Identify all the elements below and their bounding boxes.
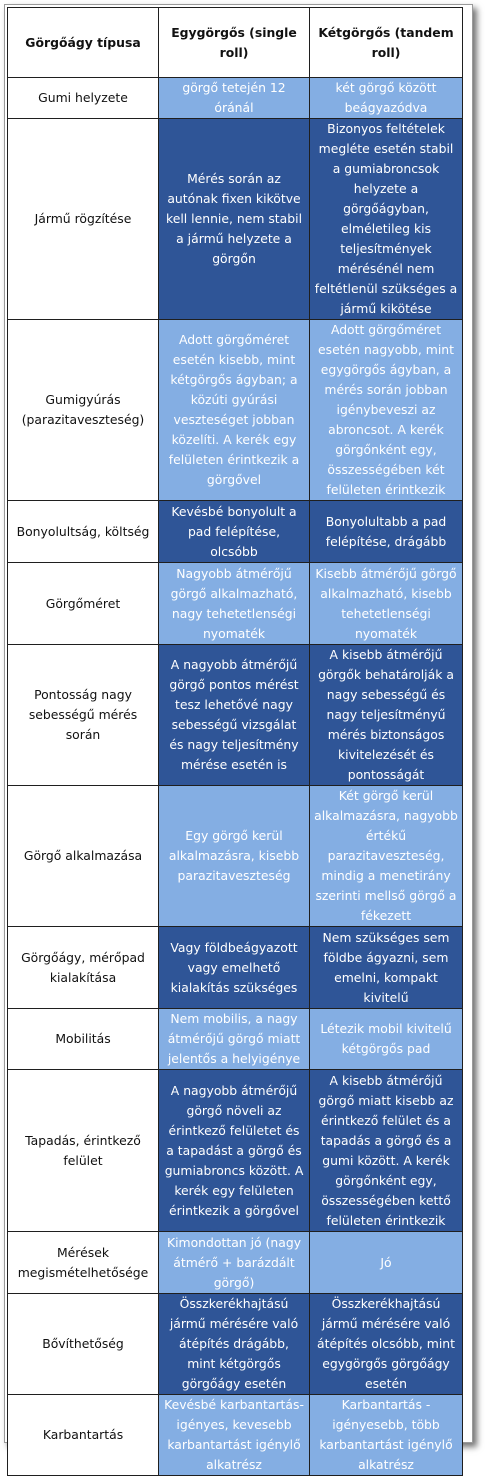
table-row <box>8 1294 463 1395</box>
row-label: Bővíthetőség <box>8 1294 159 1395</box>
single-roll-cell: Nem mobilis, a nagy átmérőjű görgő miatt jelentős a helyigénye <box>159 1009 310 1070</box>
row-label: Jármű rögzítése <box>8 119 159 320</box>
single-roll-cell: Adott görgőméret esetén kisebb, mint kétgörgős ágyban; a közúti gyúrási veszteséget jobban közelíti. A kerék egy felületen érintkezik a görgővel <box>159 320 310 501</box>
tandem-roll-cell: A kisebb átmérőjű görgők behatárolják a nagy sebességű és nagy teljesítményű mérés biztonságos kivitelezését és pontosságát <box>310 645 463 786</box>
table-row <box>8 563 463 645</box>
table-row <box>8 78 463 119</box>
row-label: Görgőágy, mérőpad kialakítása <box>8 927 159 1009</box>
tandem-roll-cell: Jó <box>310 1232 463 1294</box>
header-row <box>8 8 463 78</box>
tandem-roll-cell: Adott görgőméret esetén nagyobb, mint egygörgős ágyban, a mérés során jobban igénybeveszi az abroncsot. A kerék görgőnként egy, összességében két felületen érintkezik <box>310 320 463 501</box>
table-row <box>8 1070 463 1232</box>
table-row <box>8 1395 463 1476</box>
row-label: Bonyolultság, költség <box>8 501 159 563</box>
row-label: Mobilitás <box>8 1009 159 1070</box>
single-roll-cell: Kimondottan jó (nagy átmérő + barázdált görgő) <box>159 1232 310 1294</box>
table-row <box>8 119 463 320</box>
table-row <box>8 1232 463 1294</box>
row-label: Gumi helyzete <box>8 78 159 119</box>
single-roll-cell: Egy görgő kerül alkalmazásra, kisebb parazitaveszteség <box>159 786 310 927</box>
single-roll-cell: Vagy földbeágyazott vagy emelhető kialakítás szükséges <box>159 927 310 1009</box>
table-row <box>8 645 463 786</box>
tandem-roll-cell: Létezik mobil kivitelű kétgörgős pad <box>310 1009 463 1070</box>
single-roll-cell: Kevésbé bonyolult a pad felépítése, olcsóbb <box>159 501 310 563</box>
tandem-roll-cell: Bizonyos feltételek megléte esetén stabil a gumiabroncsok helyzete a görgőágyban, elméletileg kis teljesítmények mérésénél nem feltétlenül szükséges a jármű kikötése <box>310 119 463 320</box>
single-roll-cell: A nagyobb átmérőjű görgő növeli az érintkező felületet és a tapadást a görgő és gumiabroncs között. A kerék egy felületen érintkezik a görgővel <box>159 1070 310 1232</box>
header-single-roll: Egygörgős (single roll) <box>159 8 310 78</box>
table-row <box>8 927 463 1009</box>
tandem-roll-cell: Összkerékhajtású jármű mérésére való átépítés olcsóbb, mint egygörgős görgőágy esetén <box>310 1294 463 1395</box>
row-label: Görgő alkalmazása <box>8 786 159 927</box>
table-row <box>8 320 463 501</box>
row-label: Pontosság nagy sebességű mérés során <box>8 645 159 786</box>
row-label: Gumigyúrás (parazitaveszteség) <box>8 320 159 501</box>
header-type: Görgőágy típusa <box>8 8 159 78</box>
single-roll-cell: Mérés során az autónak fixen kikötve kell lennie, nem stabil a jármű helyzete a görgőn <box>159 119 310 320</box>
single-roll-cell: Összkerékhajtású jármű mérésére való átépítés drágább, mint kétgörgős görgőágy esetén <box>159 1294 310 1395</box>
header-tandem-roll: Kétgörgős (tandem roll) <box>310 8 463 78</box>
single-roll-cell: A nagyobb átmérőjű görgő pontos mérést tesz lehetővé nagy sebességű vizsgálat és nagy teljesítmény mérése esetén is <box>159 645 310 786</box>
single-roll-cell: Kevésbé karbantartás-igényes, kevesebb karbantartást igénylő alkatrész <box>159 1395 310 1476</box>
tandem-roll-cell: Nem szükséges sem földbe ágyazni, sem emelni, kompakt kivitelű <box>310 927 463 1009</box>
tandem-roll-cell: két görgő között beágyazódva <box>310 78 463 119</box>
tandem-roll-cell: Bonyolultabb a pad felépítése, drágább <box>310 501 463 563</box>
tandem-roll-cell: A kisebb átmérőjű görgő miatt kisebb az érintkező felület és a tapadás a görgő és a gumi között. A kerék görgőnként egy, összességében kettő felületen érintkezik <box>310 1070 463 1232</box>
tandem-roll-cell: Két görgő kerül alkalmazásra, nagyobb értékű parazitaveszteség, mindig a menetirány szerinti mellső görgő a fékezett <box>310 786 463 927</box>
row-label: Mérések megismételhetősége <box>8 1232 159 1294</box>
table-row <box>8 1009 463 1070</box>
table-row <box>8 786 463 927</box>
comparison-table <box>7 7 463 1476</box>
tandem-roll-cell: Kisebb átmérőjű görgő alkalmazható, kisebb tehetetlenségi nyomaték <box>310 563 463 645</box>
row-label: Karbantartás <box>8 1395 159 1476</box>
row-label: Görgőméret <box>8 563 159 645</box>
table-row <box>8 501 463 563</box>
single-roll-cell: Nagyobb átmérőjű görgő alkalmazható, nagy tehetetlenségi nyomaték <box>159 563 310 645</box>
single-roll-cell: görgő tetején 12 óránál <box>159 78 310 119</box>
row-label: Tapadás, érintkező felület <box>8 1070 159 1232</box>
tandem-roll-cell: Karbantartás - igényesebb, több karbantartást igénylő alkatrész <box>310 1395 463 1476</box>
